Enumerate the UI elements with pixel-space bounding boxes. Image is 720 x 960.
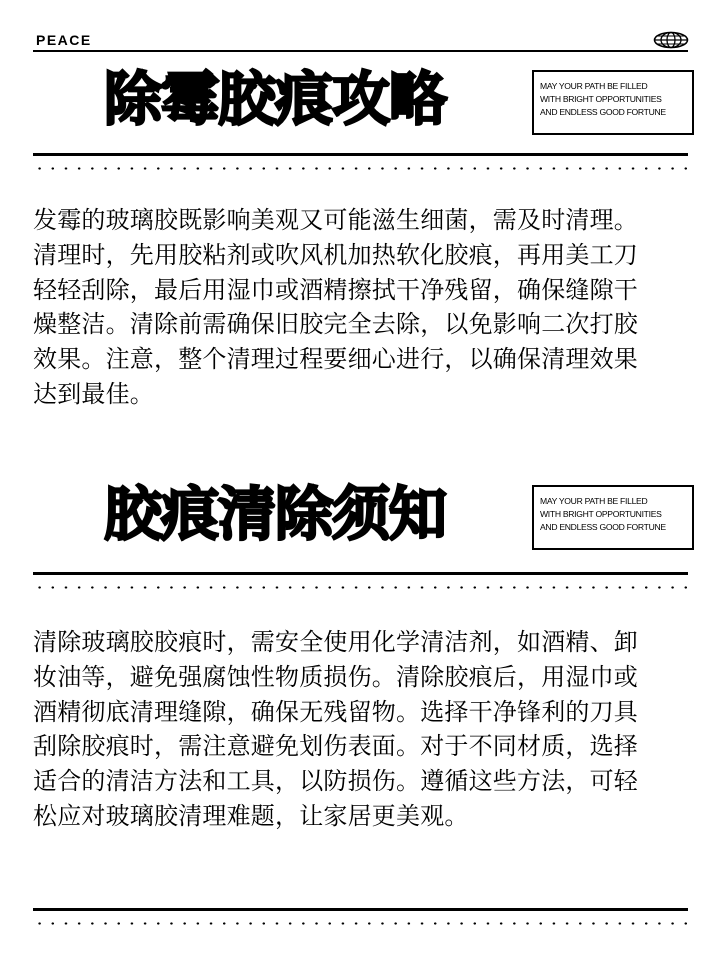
section-title: 除霉胶痕攻略	[103, 65, 446, 133]
globe-icon	[653, 31, 689, 49]
body-line: 适合的清洁方法和工具，以防损伤。遵循这些方法，可轻	[33, 767, 638, 796]
motto-line: AND ENDLESS GOOD FORTUNE	[540, 107, 666, 117]
motto-line: WITH BRIGHT OPPORTUNITIES	[540, 94, 662, 104]
body-line: 妆油等，避免强腐蚀性物质损伤。清除胶痕后，用湿巾或	[33, 662, 638, 691]
body-line: 刮除胶痕时，需注意避免划伤表面。对于不同材质，选择	[33, 732, 638, 761]
section-divider	[33, 153, 688, 156]
brand-label: PEACE	[36, 32, 92, 48]
body-line: 轻轻刮除，最后用湿巾或酒精擦拭干净残留，确保缝隙干	[33, 275, 638, 304]
footer-divider	[33, 908, 688, 911]
body-line: 清除玻璃胶胶痕时，需安全使用化学清洁剂，如酒精、卸	[33, 628, 638, 656]
header-divider	[33, 50, 688, 52]
section-body	[33, 625, 693, 834]
section-divider	[33, 572, 688, 575]
motto-line: MAY YOUR PATH BE FILLED	[540, 81, 648, 91]
motto-line: MAY YOUR PATH BE FILLED	[540, 496, 648, 506]
section-body	[33, 203, 693, 412]
body-line: 效果。注意，整个清理过程要细心进行，以确保清理效果	[33, 345, 638, 374]
body-line: 清理时，先用胶粘剂或吹风机加热软化胶痕，再用美工刀	[33, 240, 638, 269]
motto-line: WITH BRIGHT OPPORTUNITIES	[540, 509, 662, 519]
body-line: 燥整洁。清除前需确保旧胶完全去除，以免影响二次打胶	[33, 310, 638, 339]
body-line: 发霉的玻璃胶既影响美观又可能滋生细菌，需及时清理。	[33, 206, 638, 234]
body-line: 酒精彻底清理缝隙，确保无残留物。选择干净锋利的刀具	[33, 697, 638, 726]
body-line: 松应对玻璃胶清理难题，让家居更美观。	[33, 801, 469, 830]
dotted-divider	[33, 586, 691, 589]
dotted-divider	[33, 167, 691, 170]
section-title: 胶痕清除须知	[103, 480, 446, 548]
body-line: 达到最佳。	[33, 379, 154, 408]
motto-box	[532, 70, 694, 135]
motto-box	[532, 485, 694, 550]
dotted-divider	[33, 922, 691, 925]
motto-line: AND ENDLESS GOOD FORTUNE	[540, 522, 666, 532]
